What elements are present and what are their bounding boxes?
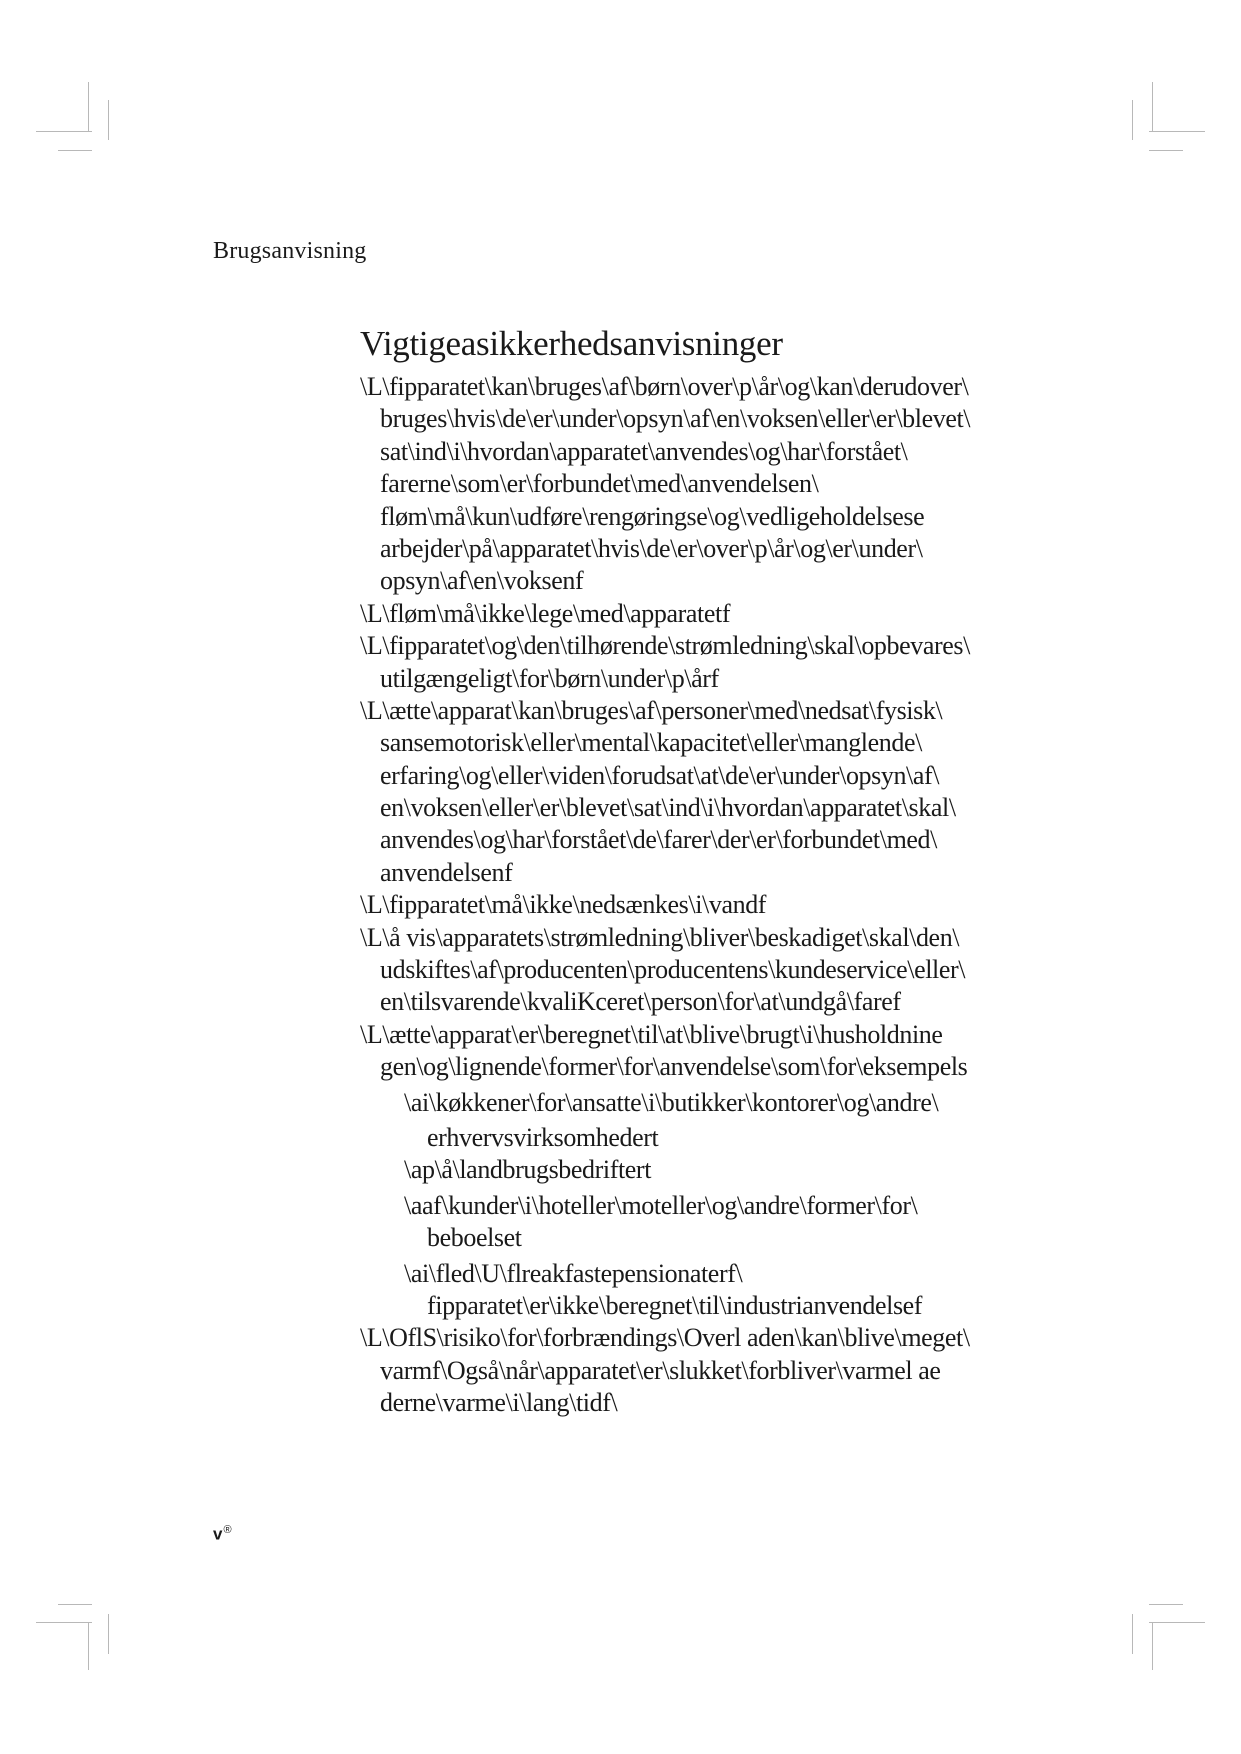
- text-line: erfaring\og\eller\viden\forudsat\at\de\er\under\opsyn\af\: [380, 760, 940, 790]
- text-line: opsyn\af\en\voksenf: [380, 566, 584, 596]
- text-line: bruges\hvis\de\er\under\opsyn\af\en\voksen\eller\er\blevet\: [380, 404, 971, 434]
- text-line: en\voksen\eller\er\blevet\sat\ind\i\hvordan\apparatet\skal\: [380, 793, 956, 823]
- crop-mark-bottom-left-h: [36, 1622, 92, 1623]
- text-line: beboelset: [427, 1223, 522, 1253]
- running-header: Brugsanvisning: [213, 238, 367, 264]
- safety-text: [360, 371, 1080, 1420]
- section-title: Vigtigeasikkerhedsanvisninger: [360, 324, 783, 363]
- text-line: anvendes\og\har\forstået\de\farer\der\er\forbundet\med\: [380, 825, 937, 855]
- text-line: \ai\køkkener\for\ansatte\i\butikker\kontorer\og\andre\: [404, 1087, 939, 1117]
- page-marker: [213, 1524, 232, 1545]
- crop-mark-bottom-right-h: [1149, 1622, 1205, 1623]
- page-marker-letter: v: [213, 1524, 223, 1544]
- text-line: \L\ætte\apparat\kan\bruges\af\personer\med\nedsat\fysisk\: [360, 695, 943, 725]
- text-line: \ai\fled\U\flreakfastepensionaterf\: [404, 1258, 743, 1288]
- crop-mark-bottom-left-v2: [108, 1614, 109, 1654]
- text-line: \aaf\kunder\i\hoteller\moteller\og\andre\former\for\: [404, 1190, 918, 1220]
- text-line: erhvervsvirksomhedert: [427, 1122, 659, 1152]
- crop-mark-bottom-right-v2: [1132, 1614, 1133, 1654]
- crop-mark-bottom-right-h2: [1149, 1604, 1183, 1605]
- text-line: \L\fipparatet\og\den\tilhørende\strømledning\skal\opbevares\: [360, 631, 970, 661]
- text-line: \L\OflS\risiko\for\forbrændings\Overl aden\kan\blive\meget\: [360, 1323, 970, 1353]
- crop-mark-top-left-v2: [108, 100, 109, 140]
- crop-mark-bottom-right-v: [1152, 1622, 1153, 1670]
- text-line: arbejder\på\apparatet\hvis\de\er\over\p\år\og\er\under\: [380, 533, 923, 563]
- text-line: udskiftes\af\producenten\producentens\kundeservice\eller\: [380, 955, 966, 985]
- crop-mark-top-left-h2: [58, 150, 92, 151]
- text-line: derne\varme\i\lang\tidf\: [380, 1388, 618, 1418]
- text-line: \L\fipparatet\kan\bruges\af\børn\over\p\år\og\kan\derudover\: [360, 372, 969, 401]
- crop-mark-top-left-h: [36, 131, 92, 132]
- text-line: sansemotorisk\eller\mental\kapacitet\eller\manglende\: [380, 728, 922, 758]
- text-line: en\tilsvarende\kvaliKceret\person\for\at\undgå\faref: [380, 987, 901, 1017]
- text-line: \L\fløm\må\ikke\lege\med\apparatetf: [360, 598, 731, 628]
- crop-mark-bottom-left-h2: [58, 1604, 92, 1605]
- safety-section: [360, 323, 1080, 1420]
- text-line: farerne\som\er\forbundet\med\anvendelsen\: [380, 469, 819, 499]
- text-line: \ap\å\landbrugsbedriftert: [404, 1155, 652, 1185]
- text-line: utilgængeligt\for\børn\under\p\årf: [380, 663, 719, 693]
- text-line: \L\fipparatet\må\ikke\nedsænkes\i\vandf: [360, 890, 767, 920]
- crop-mark-top-left-v: [88, 82, 89, 132]
- text-line: anvendelsenf: [380, 857, 513, 887]
- text-line: \L\ætte\apparat\er\beregnet\til\at\blive\brugt\i\husholdnine: [360, 1019, 943, 1049]
- text-line: gen\og\lignende\former\for\anvendelse\som\for\eksempels: [380, 1052, 968, 1082]
- text-line: varmf\Også\når\apparatet\er\slukket\forbliver\varmel ae: [380, 1355, 941, 1385]
- crop-mark-top-right-v: [1152, 82, 1153, 132]
- crop-mark-top-right-v2: [1132, 100, 1133, 140]
- text-line: fløm\må\kun\udføre\rengøringse\og\vedligeholdelsese: [380, 501, 925, 531]
- registered-symbol: ®: [223, 1524, 232, 1536]
- text-line: fipparatet\er\ikke\beregnet\til\industrianvendelsef: [427, 1290, 923, 1320]
- text-line: sat\ind\i\hvordan\apparatet\anvendes\og\har\forstået\: [380, 436, 908, 466]
- crop-mark-bottom-left-v: [88, 1622, 89, 1670]
- crop-mark-top-right-h2: [1149, 150, 1183, 151]
- text-line: \L\å vis\apparatets\strømledning\bliver\beskadiget\skal\den\: [360, 922, 960, 952]
- crop-mark-top-right-h: [1149, 131, 1205, 132]
